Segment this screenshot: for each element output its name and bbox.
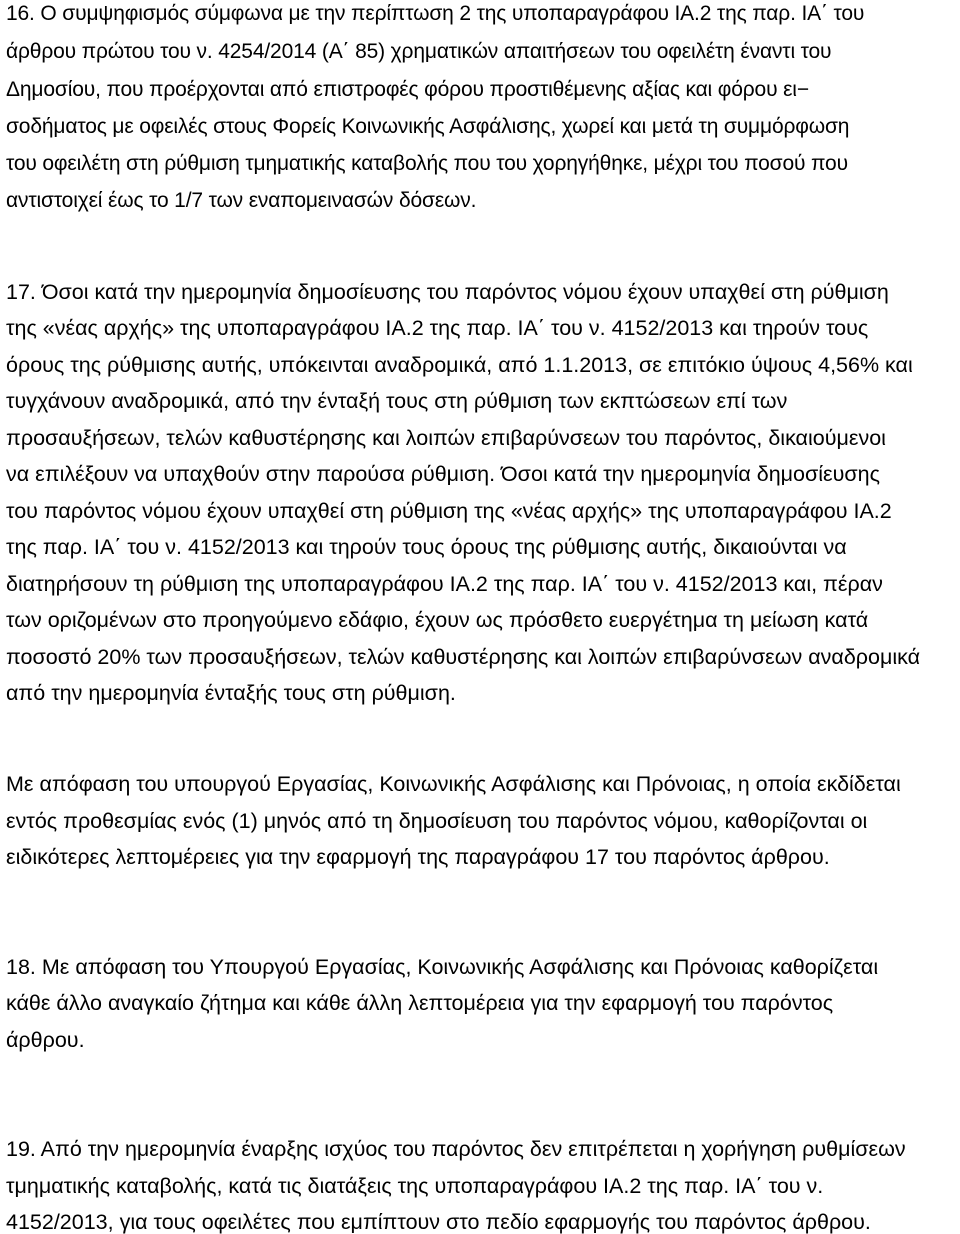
text-line: 16. Ο συμψηφισμός σύμφωνα με την περίπτωση 2 της υποπαραγράφου ΙΑ.2 της παρ. ΙΑ΄ του [6,2,865,25]
text-line: 17. Όσοι κατά την ημερομηνία δημοσίευσης του παρόντος νόμου έχουν υπαχθεί στη ρύθμιση [6,280,889,304]
text-line: 18. Με απόφαση του Υπουργού Εργασίας, Κοινωνικής Ασφάλισης και Πρόνοιας καθορίζεται [6,955,879,979]
text-line: προσαυξήσεων, τελών καθυστέρησης και λοιπών επιβαρύνσεων του παρόντος, δικαιούμενοι [6,426,886,450]
text-line: αντιστοιχεί έως το 1/7 των εναπομεινασών δόσεων. [6,189,477,212]
text-line: από την ημερομηνία ένταξής τους στη ρύθμιση. [6,681,456,705]
text-line: της «νέας αρχής» της υποπαραγράφου ΙΑ.2 της παρ. ΙΑ΄ του ν. 4152/2013 και τηρούν τους [6,316,869,340]
text-line: Δημοσίου, που προέρχονται από επιστροφές φόρου προστιθέμενης αξίας και φόρου ει− [6,78,809,101]
text-line: άρθρου. [6,1028,85,1052]
text-line: να επιλέξουν να υπαχθούν στην παρούσα ρύθμιση. Όσοι κατά την ημερομηνία δημοσίευσης [6,462,880,486]
text-line: 4152/2013, για τους οφειλέτες που εμπίπτουν στο πεδίο εφαρμογής του παρόντος άρθρου. [6,1210,871,1234]
text-line: διατηρήσουν τη ρύθμιση της υποπαραγράφου ΙΑ.2 της παρ. ΙΑ΄ του ν. 4152/2013 και, πέραν [6,572,883,596]
text-line: του οφειλέτη στη ρύθμιση τμηματικής καταβολής που του χορηγήθηκε, μέχρι του ποσού που [6,152,848,175]
text-line: τμηματικής καταβολής, κατά τις διατάξεις της υποπαραγράφου ΙΑ.2 της παρ. ΙΑ΄ του ν. [6,1174,824,1198]
text-line: εντός προθεσμίας ενός (1) μηνός από τη δημοσίευση του παρόντος νόμου, καθορίζονται οι [6,809,868,833]
text-line: ειδικότερες λεπτομέρειες για την εφαρμογή της παραγράφου 17 του παρόντος άρθρου. [6,845,830,869]
text-line: της παρ. ΙΑ΄ του ν. 4152/2013 και τηρούν τους όρους της ρύθμισης αυτής, δικαιούνται να [6,535,847,559]
text-line: σοδήματος με οφειλές στους Φορείς Κοινωνικής Ασφάλισης, χωρεί και μετά τη συμμόρφωση [6,115,850,138]
text-line: των οριζομένων στο προηγούμενο εδάφιο, έχουν ως πρόσθετο ευεργέτημα τη μείωση κατά [6,608,869,632]
text-line: όρους της ρύθμισης αυτής, υπόκεινται αναδρομικά, από 1.1.2013, σε επιτόκιο ύψους 4,56% και [6,353,913,377]
text-line: Με απόφαση του υπουργού Εργασίας, Κοινωνικής Ασφάλισης και Πρόνοιας, η οποία εκδίδεται [6,772,901,796]
text-line: 19. Από την ημερομηνία έναρξης ισχύος του παρόντος δεν επιτρέπεται η χορήγηση ρυθμίσεων [6,1137,906,1161]
text-line: ποσοστό 20% των προσαυξήσεων, τελών καθυστέρησης και λοιπών επιβαρύνσεων αναδρομικά [6,645,921,669]
text-line: τυγχάνουν αναδρομικά, από την ένταξή τους στη ρύθμιση των εκπτώσεων επί των [6,389,788,413]
text-line: κάθε άλλο αναγκαίο ζήτημα και κάθε άλλη λεπτομέρεια για την εφαρμογή του παρόντος [6,991,834,1015]
text-line: του παρόντος νόμου έχουν υπαχθεί στη ρύθμιση της «νέας αρχής» της υποπαραγράφου ΙΑ.2 [6,499,892,523]
text-line: άρθρου πρώτου του ν. 4254/2014 (Α΄ 85) χρηματικών απαιτήσεων του οφειλέτη έναντι του [6,40,832,63]
